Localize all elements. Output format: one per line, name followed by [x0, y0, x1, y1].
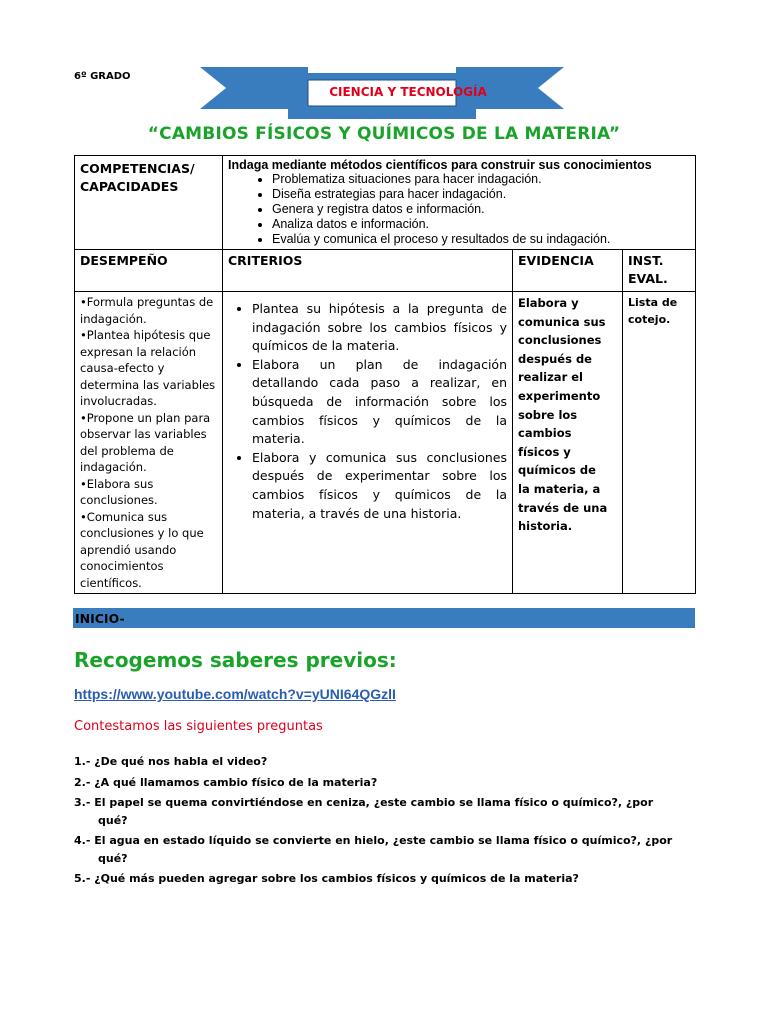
- criterios-cell: [223, 292, 513, 594]
- question-text: 1.- ¿De qué nos habla el video?: [74, 755, 268, 768]
- inicio-section-bar: [73, 608, 695, 628]
- list-item: •Plantea hipótesis que expresan la relación causa-efecto y determina las variables involucradas.: [80, 328, 216, 408]
- question-text: 2.- ¿A qué llamamos cambio físico de la materia?: [74, 775, 378, 789]
- competencias-table: [74, 155, 696, 594]
- header-row: [75, 250, 696, 292]
- list-item: [74, 832, 714, 867]
- capacidades-cell: [223, 156, 696, 250]
- competencias-label: COMPETENCIAS/: [80, 161, 195, 176]
- list-item: • Elabora un plan de indagación detallando cada paso a realizar, en búsqueda de información sobre los cambios físicos y químicos de la materia.: [252, 356, 507, 449]
- table-row: [75, 292, 696, 594]
- desempeno-list: [80, 294, 217, 591]
- preguntas-heading: Contestamos las siguientes preguntas: [74, 719, 323, 734]
- list-item: • Plantea su hipótesis a la pregunta de indagación sobre los cambios físicos y químicos de la materia.: [252, 300, 507, 356]
- capacidades-list: [228, 172, 690, 247]
- list-item: • Problematiza situaciones para hacer indagación.: [272, 172, 690, 187]
- list-item: •Comunica sus conclusiones y lo que aprendió usando conocimientos científicos.: [80, 509, 204, 590]
- instrumento-text: Lista de cotejo.: [628, 296, 678, 326]
- question-text: 3.- El papel se quema convirtiéndose en ceniza, ¿este cambio se llama físico o químico?, ¿por: [74, 796, 654, 809]
- question-text: 4.- El agua en estado líquido se convierte en hielo, ¿este cambio se llama físico o químico?, ¿por: [74, 834, 673, 847]
- inicio-label: INICIO-: [75, 611, 125, 626]
- column-header-desempeno: DESEMPEÑO: [80, 253, 168, 268]
- list-item: [74, 870, 714, 888]
- competencia-heading: Indaga mediante métodos científicos para construir sus conocimientos: [228, 158, 652, 172]
- list-item: • Analiza datos e información.: [272, 217, 690, 232]
- competencias-row: [75, 156, 696, 250]
- question-text: 5.- ¿Qué más pueden agregar sobre los cambios físicos y químicos de la materia?: [74, 872, 579, 885]
- list-item: • Genera y registra datos e información.: [272, 202, 690, 217]
- column-header-inst: INST.: [628, 253, 664, 268]
- column-header-criterios: CRITERIOS: [228, 253, 303, 268]
- capacidades-label: CAPACIDADES: [80, 179, 179, 194]
- list-item: • Evalúa y comunica el proceso y resultados de su indagación.: [272, 232, 690, 247]
- list-item: •Formula preguntas de indagación.: [80, 295, 214, 326]
- list-item: [74, 753, 714, 771]
- question-continuation: qué?: [98, 851, 128, 865]
- list-item: [74, 774, 714, 792]
- questions-list: [74, 753, 714, 891]
- evidencia-text: Elabora y comunica sus conclusiones después de realizar el experimento sobre los cambios físicos y químicos de la materia, a través de una historia.: [518, 296, 608, 534]
- instrumento-cell: [623, 292, 696, 594]
- column-header-evidencia: EVIDENCIA: [518, 253, 594, 268]
- list-item: •Propone un plan para observar las variables del problema de indagación.: [80, 410, 211, 474]
- video-link[interactable]: https://www.youtube.com/watch?v=yUNI64QGzlI: [74, 686, 396, 702]
- subject-title: CIENCIA Y TECNOLOGÍA: [329, 85, 487, 99]
- list-item: •Elabora sus conclusiones.: [80, 476, 158, 507]
- column-header-eval: EVAL.: [628, 271, 668, 286]
- evidencia-cell: [513, 292, 623, 594]
- competencias-label-cell: [75, 156, 223, 250]
- criterios-list: [228, 300, 507, 523]
- list-item: • Elabora y comunica sus conclusiones después de experimentar sobre los cambios físicos y químicos de la materia, a través de una historia.: [252, 449, 507, 523]
- list-item: [74, 794, 714, 829]
- question-continuation: qué?: [98, 813, 128, 827]
- list-item: • Diseña estrategias para hacer indagación.: [272, 187, 690, 202]
- grade-label: 6º GRADO: [74, 71, 131, 82]
- saberes-heading: Recogemos saberes previos:: [74, 648, 397, 672]
- desempeno-cell: [75, 292, 223, 594]
- page-title: “CAMBIOS FÍSICOS Y QUÍMICOS DE LA MATERIA”: [147, 124, 621, 144]
